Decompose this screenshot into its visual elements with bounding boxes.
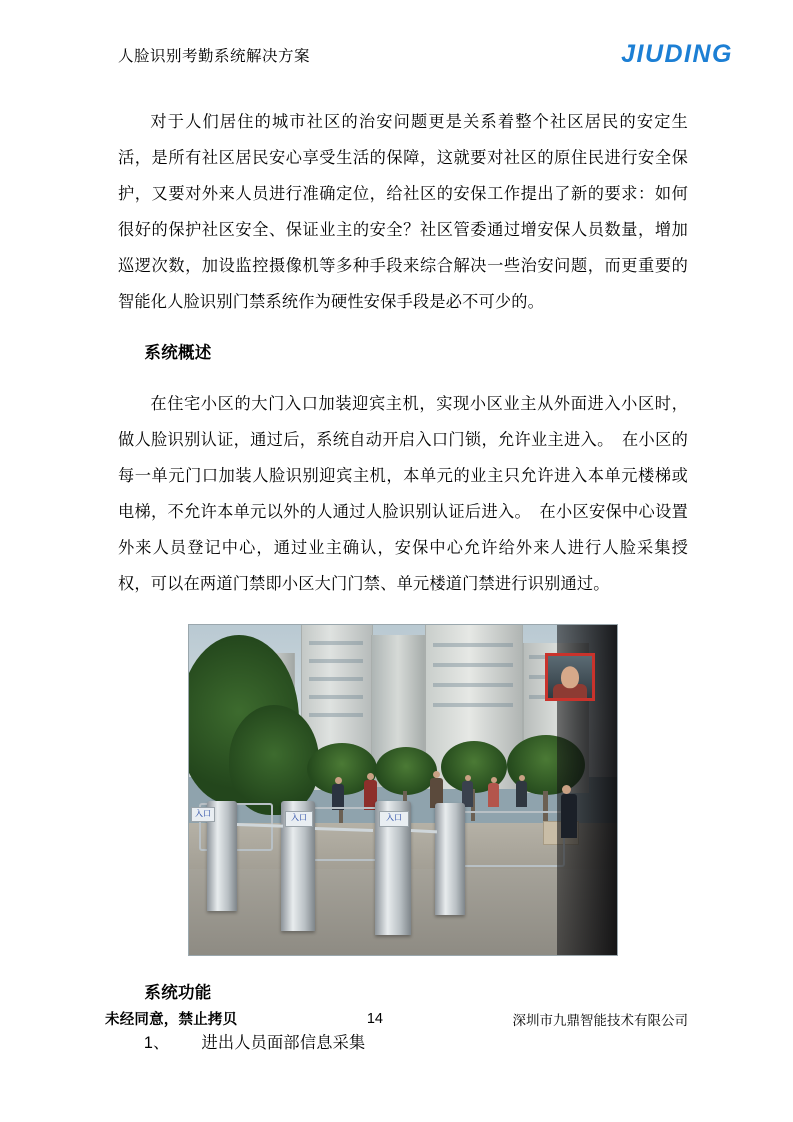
page-number: 14: [366, 1010, 383, 1027]
photo-guard-head: [562, 785, 571, 794]
list-item: [118, 1026, 688, 1060]
photo-person: [516, 781, 527, 807]
photo-face: [561, 666, 579, 688]
photo-window: [433, 643, 513, 647]
figure-container: [118, 624, 688, 956]
photo-window: [309, 641, 363, 645]
photo-window: [433, 703, 513, 707]
photo-turnstile-pillar: [435, 803, 465, 915]
photo-guard: [561, 794, 577, 838]
photo-gate-rail: [451, 811, 565, 867]
photo-window: [309, 695, 363, 699]
spacer: [118, 956, 688, 976]
footer-company-name: 深圳市九鼎智能技术有限公司: [512, 1012, 688, 1028]
photo-entrance-sign: 入口: [191, 807, 215, 822]
photo-window: [433, 683, 513, 687]
photo-entrance-sign: 入口: [285, 811, 313, 827]
heading-system-functions: 系统功能: [144, 984, 212, 1002]
paragraph-intro: 对于人们居住的城市社区的治安问题更是关系着整个社区居民的安定生活，是所有社区居民安心享受生活的保障，这就要对社区的原住民进行安全保护，又要对外来人员进行准确定位，给社区的安保工作提出了新的要求：如何很好的保护社区安全、保证业主的安全？社区管委通过增安保人员数量，增加巡逻次数，加设监控摄像机等多种手段来综合解决一些治安问题，而更重要的智能化人脸识别门禁系统作为硬性安保手段是必不可少的。: [118, 113, 688, 311]
page-footer: [105, 1008, 688, 1029]
company-logo: JIUDING: [621, 40, 733, 68]
community-entrance-photo: [188, 624, 618, 956]
photo-entrance-sign: 入口: [379, 811, 409, 827]
paragraph-system-overview: 在住宅小区的大门入口加装迎宾主机，实现小区业主从外面进入小区时，做人脸识别认证，通过后，系统自动开启入口门锁，允许业主进入。 在小区的每一单元门口加装人脸识别迎宾主机，本单元的业主只允许进入本单元楼梯或电梯，不允许本单元以外的人通过人脸识别认证后进入。 在小区安保中心设置外来人员登记中心，通过业主确认，安保中心允许给外来人进行人脸采集授权，可以在两道门禁即小区大门门禁、单元楼道门禁进行识别通过。: [118, 395, 688, 593]
photo-person-head: [367, 773, 374, 780]
spacer: [118, 370, 688, 386]
footer-copyright-notice: 未经同意，禁止拷贝: [105, 1012, 238, 1028]
photo-window: [309, 713, 363, 717]
photo-face-display: [545, 653, 595, 701]
list-item-number: 1、: [143, 1034, 170, 1052]
photo-person-head: [335, 777, 342, 784]
photo-window: [433, 663, 513, 667]
photo-palm-tree: [375, 747, 437, 795]
photo-tree: [229, 705, 319, 815]
heading-system-overview: 系统概述: [144, 344, 212, 362]
photo-window: [309, 659, 363, 663]
list-item-label: 进出人员面部信息采集: [201, 1034, 366, 1052]
photo-person: [488, 783, 499, 807]
header-title: 人脸识别考勤系统解决方案: [118, 48, 311, 65]
photo-person-head: [433, 771, 440, 778]
page-header: [0, 40, 793, 88]
photo-window: [309, 677, 363, 681]
spacer: [118, 320, 688, 336]
document-content: [118, 104, 688, 1060]
